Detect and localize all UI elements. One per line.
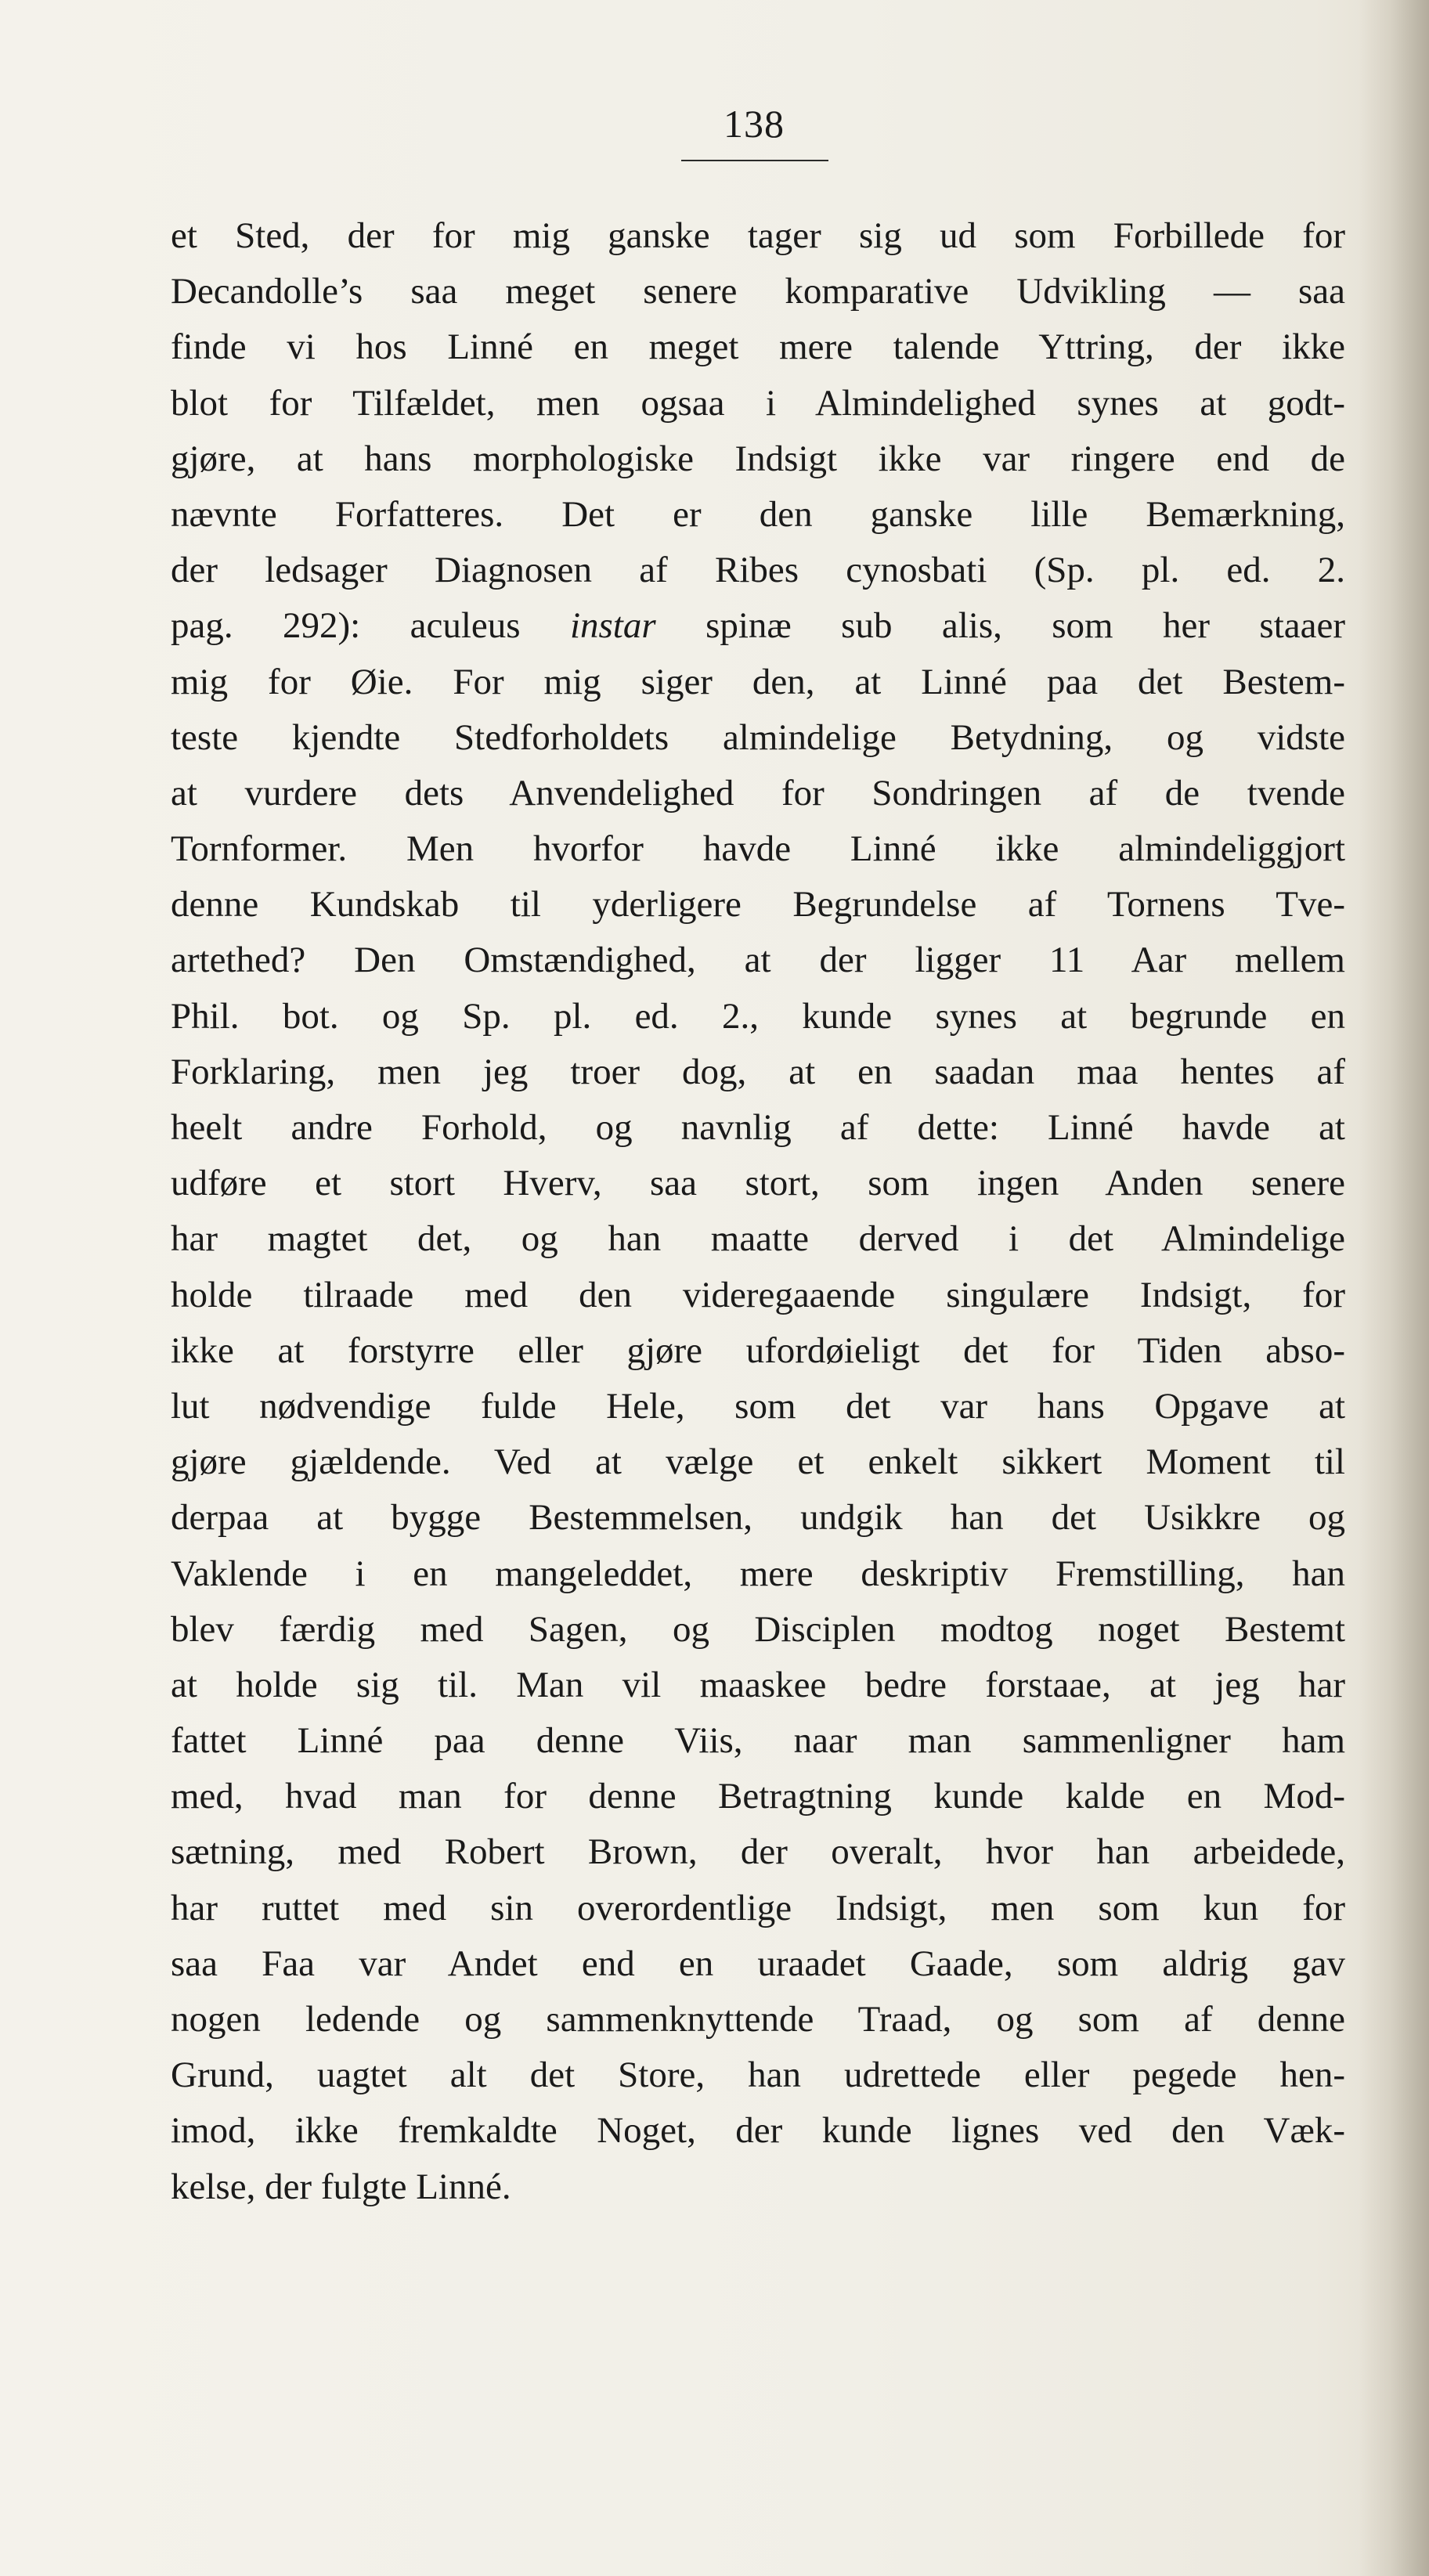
text-line: saa Faa var Andet end en uraadet Gaade, som aldrig gav [171,1943,1345,1984]
text-line: heelt andre Forhold, og navnlig af dette: Linné havde at [171,1107,1345,1148]
text-line: blot for Tilfældet, men ogsaa i Almindelighed synes at godt- [171,382,1345,424]
text-line: med, hvad man for denne Betragtning kunde kalde en Mod- [171,1776,1345,1817]
text-line: blev færdig med Sagen, og Disciplen modtog noget Bestemt [171,1608,1345,1650]
text-line: teste kjendte Stedforholdets almindelige Betydning, og vidste [171,716,1345,758]
text-line: sætning, med Robert Brown, der overalt, hvor han arbeidede, [171,1831,1345,1873]
body-text [171,208,1345,2215]
text-line: gjøre, at hans morphologiske Indsigt ikke var ringere end de [171,438,1345,479]
text-line: nogen ledende og sammenknyttende Traad, og som af denne [171,1999,1345,2040]
text-line: Vaklende i en mangeleddet, mere deskriptiv Fremstilling, han [171,1553,1345,1594]
text-segment: pag. 292): aculeus [171,605,521,647]
text-line: gjøre gjældende. Ved at vælge et enkelt sikkert Moment til [171,1441,1345,1483]
text-line: har magtet det, og han maatte derved i det Almindelige [171,1218,1345,1260]
text-line: nævnte Forfatteres. Det er den ganske lille Bemærkning, [171,493,1345,535]
text-line: imod, ikke fremkaldte Noget, der kunde lignes ved den Væk- [171,2110,1345,2152]
text-line: finde vi hos Linné en meget mere talende Yttring, der ikke [171,327,1345,368]
text-line: lut nødvendige fulde Hele, som det var hans Opgave at [171,1385,1345,1427]
text-line: fattet Linné paa denne Viis, naar man sammenligner ham [171,1720,1345,1762]
text-line: Forklaring, men jeg troer dog, at en saadan maa hentes af [171,1051,1345,1092]
text-line: at holde sig til. Man vil maaskee bedre forstaae, at jeg har [171,1664,1345,1705]
binding-shadow [1359,0,1429,2576]
text-line: udføre et stort Hverv, saa stort, som ingen Anden senere [171,1163,1345,1204]
text-line-with-italic [171,598,1345,654]
text-line: ikke at forstyrre eller gjøre ufordøieligt det for Tiden abso- [171,1329,1345,1371]
text-line-last: kelse, der fulgte Linné. [171,2166,511,2207]
text-line: artethed? Den Omstændighed, at der ligger 11 Aar mellem [171,940,1345,981]
page-number-rule [681,160,828,161]
italic-word: instar [569,605,656,647]
text-line: Tornformer. Men hvorfor havde Linné ikke almindeliggjort [171,828,1345,870]
text-line: har ruttet med sin overordentlige Indsigt, men som kun for [171,1887,1345,1928]
text-line: derpaa at bygge Bestemmelsen, undgik han det Usikkre og [171,1497,1345,1539]
text-line: mig for Øie. For mig siger den, at Linné paa det Bestem- [171,661,1345,702]
text-line: Decandolle’s saa meget senere komparative Udvikling — saa [171,271,1345,312]
text-segment: spinæ sub alis, som her staaer [705,605,1345,647]
text-line: et Sted, der for mig ganske tager sig ud som Forbillede for [171,215,1345,256]
text-line: holde tilraade med den videregaaende singulære Indsigt, for [171,1274,1345,1315]
text-line: Phil. bot. og Sp. pl. ed. 2., kunde synes at begrunde en [171,995,1345,1037]
text-line: der ledsager Diagnosen af Ribes cynosbati (Sp. pl. ed. 2. [171,550,1345,591]
page-number: 138 [724,102,785,146]
text-line: denne Kundskab til yderligere Begrundelse af Tornens Tve- [171,884,1345,925]
text-line: Grund, uagtet alt det Store, han udrettede eller pegede hen- [171,2055,1345,2096]
text-line: at vurdere dets Anvendelighed for Sondringen af de tvende [171,772,1345,814]
